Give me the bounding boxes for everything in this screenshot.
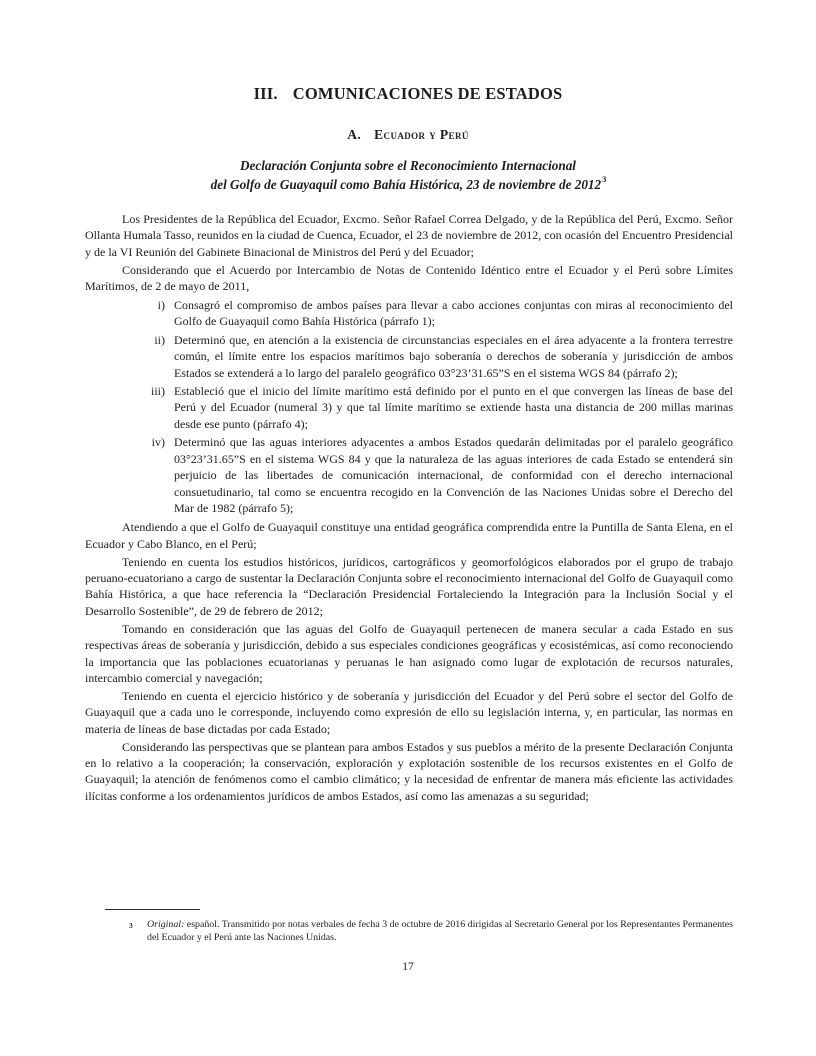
list-item-text: Determinó que, en atención a la existencia de circunstancias especiales en el área adyacente a la frontera terrestre común, el límite entre los espacios marítimos bajo soberanía o derechos de soberanía y jurisdicción de ambos Estados se extenderá a lo largo del paralelo geográfico 03°23’31.65”S en el sistema WGS 84 (párrafo 2); xyxy=(174,332,733,380)
list-item xyxy=(85,434,733,516)
list-item-text: Determinó que las aguas interiores adyacentes a ambos Estados quedarán delimitadas por el paralelo geográfico 03°23’31.65”S en el sistema WGS 84 y que la naturaleza de las aguas interiores de cada Estado se entenderá sin perjuicio de las libertades de comunicación internacional, de conformidad con el derecho internacional consuetudinario, tal como se encuentra recogido en la Convención de las Naciones Unidas sobre el Derecho del Mar de 1982 (párrafo 5); xyxy=(174,435,733,515)
footnote-rule xyxy=(105,909,200,910)
footnote-marker: 3 xyxy=(129,921,133,930)
section-number: III. xyxy=(253,84,278,103)
list-item-label: i) xyxy=(157,298,165,313)
list-item-text: Consagró el compromiso de ambos países para llevar a cabo acciones conjuntas con miras al reconocimiento del Golfo de Guayaquil como Bahía Histórica (párrafo 1); xyxy=(174,298,733,329)
footnote-reference: 3 xyxy=(602,174,607,185)
paragraph-tomando: Tomando en consideración que las aguas del Golfo de Guayaquil pertenecen de manera secular a cada Estado en sus respectivas áreas de soberanía y jurisdicción, debido a sus especiales condiciones geográficas y ecosistémicas, así como reconociendo la importancia que las poblaciones ecuatorianas y peruanas le han asignado como lugar de explotación de recursos naturales, intercambio comercial y navegación; xyxy=(85,621,733,685)
paragraph-atendiendo: Atendiendo a que el Golfo de Guayaquil constituye una entidad geográfica comprendida entre la Puntilla de Santa Elena, en el Ecuador y Cabo Blanco, en el Perú; xyxy=(85,520,733,551)
roman-list xyxy=(85,297,733,516)
section-heading xyxy=(0,84,816,104)
footnote xyxy=(85,918,733,945)
list-item xyxy=(85,332,733,381)
document-title-line2: del Golfo de Guayaquil como Bahía Histórica, 23 de noviembre de 2012$^3$ xyxy=(210,174,607,192)
footnote-text: español. Transmitido por notas verbales de fecha 3 de octubre de 2016 dirigidas al Secretario General por los Representantes Permanentes del Ecuador y el Perú ante las Naciones Unidas. xyxy=(147,919,733,944)
paragraph-considerando-perspectivas: Considerando las perspectivas que se plantean para ambos Estados y sus pueblos a mérito de la presente Declaración Conjunta en lo relativo a la cooperación; la conservación, exploración y explotación sostenible de los recursos existentes en el Golfo de Guayaquil; la atención de fenómenos como el cambio climático; y la necesidad de enfrentar de manera más eficiente las actividades ilícitas conforme a los ordenamientos jurídicos de ambos Estados, así como las amenazas a su seguridad; xyxy=(85,739,733,803)
list-item xyxy=(85,297,733,330)
section-title: COMUNICACIONES DE ESTADOS xyxy=(292,84,563,103)
paragraph-teniendo-estudios: Teniendo en cuenta los estudios históricos, jurídicos, cartográficos y geomorfológicos elaborados por el grupo de trabajo peruano-ecuatoriano a cargo de sustentar la Declaración Conjunta sobre el reconocimiento internacional del Golfo de Guayaquil como Bahía Histórica, a que hace referencia la “Declaración Presidencial Fortaleciendo la Integración para la Inclusión Social y el Desarrollo Sostenible”, de 29 de febrero de 2012; xyxy=(85,554,733,618)
paragraph-considerando-acuerdo: Considerando que el Acuerdo por Intercambio de Notas de Contenido Idéntico entre el Ecuador y el Perú sobre Límites Marítimos, de 2 de mayo de 2011, xyxy=(85,262,733,294)
list-item xyxy=(85,383,733,432)
page-number: 17 xyxy=(402,961,414,973)
subsection-letter: A. xyxy=(347,127,362,142)
list-item-text: Estableció que el inicio del límite marítimo está definido por el punto en el que convergen las líneas de base del Perú y del Ecuador (numeral 3) y que tal límite marítimo se extiende hasta una distancia de 200 millas marinas desde ese punto (párrafo 4); xyxy=(174,384,733,431)
document-title xyxy=(0,157,816,195)
footnote-lead: Original: xyxy=(147,919,185,930)
list-item-label: iv) xyxy=(151,435,165,450)
subsection-title: Ecuador y Perú xyxy=(374,127,469,142)
subsection-heading xyxy=(0,127,816,143)
list-item-label: ii) xyxy=(154,332,165,347)
paragraph-presidents: Los Presidentes de la República del Ecuador, Excmo. Señor Rafael Correa Delgado, y de la República del Perú, Excmo. Señor Ollanta Humala Tasso, reunidos en la ciudad de Cuenca, Ecuador, el 23 de noviembre de 2012, con ocasión del Encuentro Presidencial y de la VI Reunión del Gabinete Binacional de Ministros del Perú y del Ecuador; xyxy=(85,212,733,259)
paragraph-teniendo-ejercicio: Teniendo en cuenta el ejercicio histórico y de soberanía y jurisdicción del Ecuador y del Perú sobre el sector del Golfo de Guayaquil que a cada uno le corresponde, incluyendo como expresión de ello su legislación interna, y, en particular, las normas en materia de líneas de base dictadas por cada Estado; xyxy=(85,688,733,736)
list-item-label: iii) xyxy=(151,384,165,399)
document-title-line1: Declaración Conjunta sobre el Reconocimiento Internacional xyxy=(240,158,576,173)
document-body xyxy=(85,211,733,806)
